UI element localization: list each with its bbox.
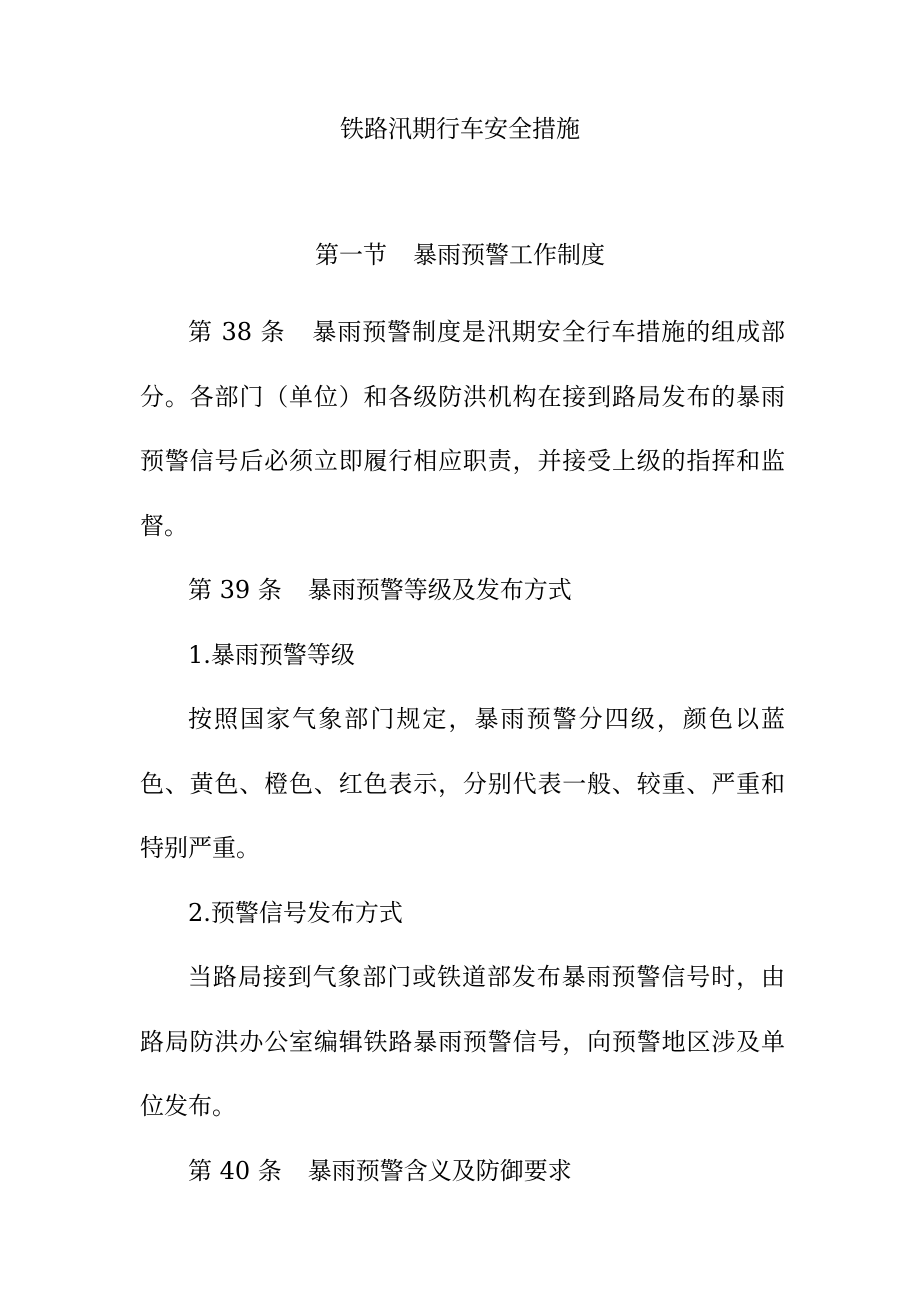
item-2-heading: 2.预警信号发布方式 <box>188 898 403 927</box>
article-39-paragraph <box>140 558 785 623</box>
article-40-label: 第 40 条 <box>188 1156 282 1185</box>
section-title <box>0 238 920 272</box>
article-39-heading: 暴雨预警等级及发布方式 <box>307 576 572 604</box>
document-title: 铁路汛期行车安全措施 <box>340 115 580 143</box>
item-1-heading: 1.暴雨预警等级 <box>188 640 355 669</box>
item-1-text: 按照国家气象部门规定，暴雨预警分四级，颜色以蓝色、黄色、橙色、红色表示，分别代表一般、较重、严重和特别严重。 <box>140 705 785 862</box>
article-38-text: 暴雨预警制度是汛期安全行车措施的组成部分。各部门（单位）和各级防洪机构在接到路局发布的暴雨预警信号后必须立即履行相应职责，并接受上级的指挥和监督。 <box>140 318 785 540</box>
article-38-label: 第 38 条 <box>188 318 286 346</box>
article-38-paragraph <box>140 300 785 558</box>
article-40-paragraph <box>140 1139 785 1204</box>
document-body <box>140 300 785 1203</box>
section-number: 第一节 <box>315 241 387 269</box>
article-39-label: 第 39 条 <box>188 576 282 604</box>
article-40-heading: 暴雨预警含义及防御要求 <box>307 1156 572 1185</box>
item-2-text: 当路局接到气象部门或铁道部发布暴雨预警信号时，由路局防洪办公室编辑铁路暴雨预警信号，向预警地区涉及单位发布。 <box>140 963 785 1120</box>
section-name: 暴雨预警工作制度 <box>413 241 605 269</box>
